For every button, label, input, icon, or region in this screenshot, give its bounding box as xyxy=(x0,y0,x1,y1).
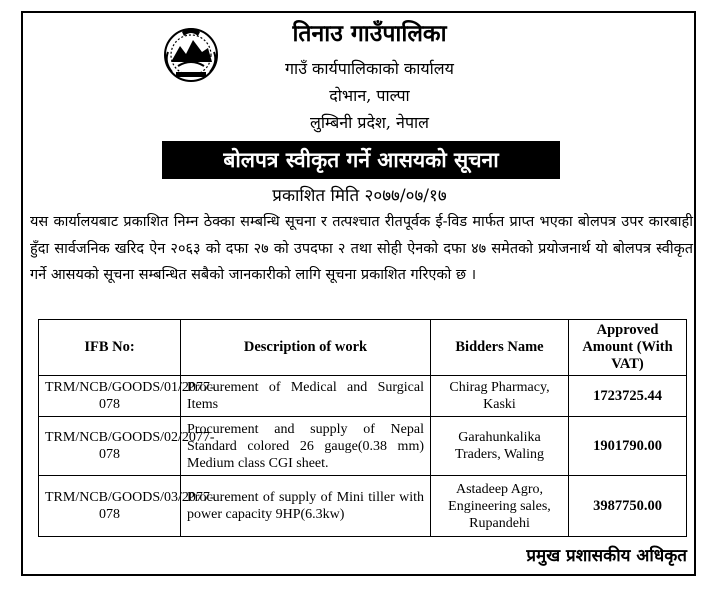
notice-body: यस कार्यालयबाट प्रकाशित निम्न ठेक्का सम्बन्धि सूचना र तत्पश्चात रीतपूर्वक ई-विड मार्फत प्राप्त भएका बोलपत्र उपर कारबाही हुँदा सार्वजनिक खरिद ऐन २०६३ को दफा २७ को उपदफा २ तथा सोही ऐनको दफा ४७ समेतको प्रयोजनार्थ यो बोलपत्र स्वीकृत गर्ने आसयको सूचना सम्बन्धित सबैको जानकारीको लागि सूचना प्रकाशित गरिएको छ । xyxy=(30,214,693,283)
amount-cell: 1723725.44 xyxy=(569,376,687,417)
description-cell: Procurement and supply of Nepal Standard colored 26 gauge(0.38 mm) Medium class CGI sheet. xyxy=(181,417,431,476)
header-amount: Approved Amount (With VAT) xyxy=(569,320,687,376)
table-row xyxy=(39,417,687,476)
office-name: तिनाउ गाउँपालिका xyxy=(292,20,447,47)
amount-cell: 3987750.00 xyxy=(569,476,687,537)
ifb-cell: TRM/NCB/GOODS/03/2077-078 xyxy=(39,476,181,537)
table-row xyxy=(39,476,687,537)
header-bidder: Bidders Name xyxy=(431,320,569,376)
bidder-cell: Chirag Pharmacy, Kaski xyxy=(431,376,569,417)
office-location: दोभान, पाल्पा xyxy=(329,86,410,105)
description-cell: Procurement of Medical and Surgical Items xyxy=(181,376,431,417)
office-sub: गाउँ कार्यपालिकाको कार्यालय xyxy=(285,59,454,78)
notice-title: बोलपत्र स्वीकृत गर्ने आसयको सूचना xyxy=(162,141,560,179)
bidder-cell: Astadeep Agro, Engineering sales, Rupandehi xyxy=(431,476,569,537)
header-ifb: IFB No: xyxy=(39,320,181,376)
published-date: प्रकाशित मिति २०७७/०७/१७ xyxy=(272,186,447,206)
signature-title: प्रमुख प्रशासकीय अधिकृत xyxy=(526,546,687,566)
header-description: Description of work xyxy=(181,320,431,376)
table-row xyxy=(39,376,687,417)
table-header-row xyxy=(39,320,687,376)
bidder-cell: Garahunkalika Traders, Waling xyxy=(431,417,569,476)
bid-table xyxy=(38,319,687,537)
description-cell: Procurement of supply of Mini tiller with power capacity 9HP(6.3kw) xyxy=(181,476,431,537)
ifb-cell: TRM/NCB/GOODS/01/2077-078 xyxy=(39,376,181,417)
amount-cell: 1901790.00 xyxy=(569,417,687,476)
office-province: लुम्बिनी प्रदेश, नेपाल xyxy=(309,113,430,132)
ifb-cell: TRM/NCB/GOODS/02/2077-078 xyxy=(39,417,181,476)
